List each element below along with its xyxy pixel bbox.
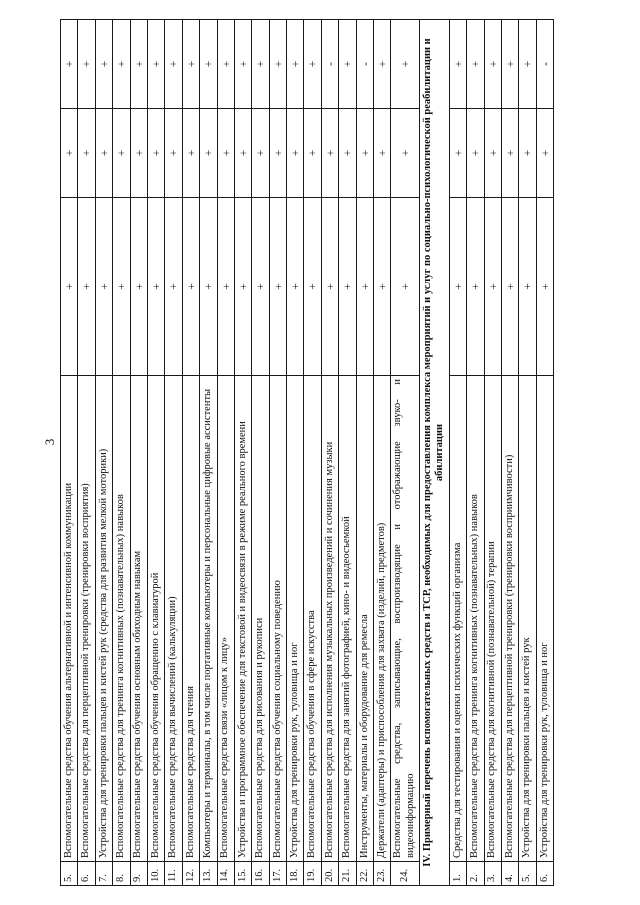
row-number: 8.: [113, 862, 130, 886]
table-row: [95, 20, 112, 886]
mark-col-1: +: [391, 198, 419, 376]
row-number: 11.: [165, 862, 182, 886]
row-name: Устройства для тренировки пальцев и кистей рук (средства для развития мелкой моторики): [95, 376, 112, 862]
row-name: Вспомогательные средства для вычислений (калькуляции): [165, 376, 182, 862]
row-number: 18.: [287, 862, 304, 886]
mark-col-1: +: [536, 198, 553, 376]
mark-col-2: +: [165, 109, 182, 198]
table-row: [287, 20, 304, 886]
mark-col-2: +: [449, 109, 466, 198]
row-name: Устройства и программное обеспечение для текстовой и видеосвязи в режиме реального времени: [234, 376, 251, 862]
mark-col-3: +: [449, 20, 466, 109]
table-row: [467, 20, 484, 886]
mark-col-2: +: [234, 109, 251, 198]
table-row: [113, 20, 130, 886]
table-row: [484, 20, 501, 886]
mark-col-3: +: [519, 20, 536, 109]
row-number: 20.: [321, 862, 338, 886]
row-number: 17.: [269, 862, 286, 886]
mark-col-1: +: [234, 198, 251, 376]
table-row: [234, 20, 251, 886]
row-number: 5.: [519, 862, 536, 886]
table-row: [200, 20, 217, 886]
mark-col-2: +: [182, 109, 199, 198]
row-number: 14.: [217, 862, 234, 886]
row-name: Инструменты, материалы и оборудование для ремесла: [356, 376, 373, 862]
mark-col-1: +: [252, 198, 269, 376]
rehab-equipment-table: [60, 19, 554, 886]
row-name: Вспомогательные средства обучения альтернативной и интенсивной коммуникации: [61, 376, 78, 862]
section-heading-row: [419, 20, 449, 886]
mark-col-2: +: [391, 109, 419, 198]
mark-col-3: +: [467, 20, 484, 109]
mark-col-3: +: [501, 20, 518, 109]
mark-col-3: +: [61, 20, 78, 109]
row-name: Вспомогательные средства обучения в сфере искусства: [304, 376, 321, 862]
row-number: 19.: [304, 862, 321, 886]
row-number: 9.: [130, 862, 147, 886]
mark-col-2: +: [536, 109, 553, 198]
table-row: [449, 20, 466, 886]
mark-col-3: +: [252, 20, 269, 109]
table-row: [304, 20, 321, 886]
mark-col-2: +: [95, 109, 112, 198]
mark-col-2: +: [61, 109, 78, 198]
table-row: [321, 20, 338, 886]
row-number: 16.: [252, 862, 269, 886]
table-row: [182, 20, 199, 886]
mark-col-1: +: [147, 198, 164, 376]
mark-col-2: +: [374, 109, 391, 198]
row-name: Вспомогательные средства для рисования и рукописи: [252, 376, 269, 862]
table-section: [419, 20, 449, 886]
mark-col-1: +: [130, 198, 147, 376]
mark-col-1: +: [321, 198, 338, 376]
row-name: Вспомогательные средства, записывающие, воспроизводящие и отображающие звуко- и видеоинформацию: [391, 376, 419, 862]
mark-col-3: +: [78, 20, 95, 109]
mark-col-3: +: [234, 20, 251, 109]
page-number: 3: [42, 438, 57, 446]
row-name: Компьютеры и терминалы, в том числе портативные компьютеры и персональные цифровые ассистенты: [200, 376, 217, 862]
row-name: Устройства для тренировки рук, туловища и ног: [287, 376, 304, 862]
table-row: [356, 20, 373, 886]
mark-col-2: +: [130, 109, 147, 198]
mark-col-2: +: [287, 109, 304, 198]
mark-col-3: -: [536, 20, 553, 109]
row-name: Средства для тестирования и оценки психических функций организма: [449, 376, 466, 862]
mark-col-3: +: [374, 20, 391, 109]
mark-col-2: +: [356, 109, 373, 198]
mark-col-2: +: [484, 109, 501, 198]
mark-col-3: +: [165, 20, 182, 109]
mark-col-3: +: [304, 20, 321, 109]
table-row: [536, 20, 553, 886]
table-row: [165, 20, 182, 886]
table-row: [391, 20, 419, 886]
row-name: Вспомогательные средства для тренинга когнитивных (познавательных) навыков: [467, 376, 484, 862]
rotated-table-container: [60, 20, 554, 886]
row-number: 7.: [95, 862, 112, 886]
mark-col-1: +: [78, 198, 95, 376]
row-name: Вспомогательные средства обучения социальному поведению: [269, 376, 286, 862]
mark-col-1: +: [217, 198, 234, 376]
table-row: [339, 20, 356, 886]
mark-col-2: +: [113, 109, 130, 198]
mark-col-2: +: [200, 109, 217, 198]
table-row: [61, 20, 78, 886]
row-number: 22.: [356, 862, 373, 886]
row-name: Вспомогательные средства связи «лицом к лицу»: [217, 376, 234, 862]
mark-col-3: +: [269, 20, 286, 109]
row-number: 12.: [182, 862, 199, 886]
row-number: 3.: [484, 862, 501, 886]
table-row: [519, 20, 536, 886]
mark-col-3: -: [356, 20, 373, 109]
mark-col-3: +: [484, 20, 501, 109]
section-heading: IV. Примерный перечень вспомогательных средств и ТСР, необходимых для предоставления комплекса мероприятий и услуг по социально-психологической реабилитации и абилитации: [419, 20, 449, 886]
row-number: 6.: [78, 862, 95, 886]
mark-col-1: +: [95, 198, 112, 376]
row-name: Устройства для тренировки рук, туловища и ног: [536, 376, 553, 862]
mark-col-1: +: [467, 198, 484, 376]
mark-col-1: +: [484, 198, 501, 376]
mark-col-3: +: [182, 20, 199, 109]
mark-col-1: +: [200, 198, 217, 376]
table-row: [147, 20, 164, 886]
mark-col-3: +: [287, 20, 304, 109]
mark-col-3: +: [217, 20, 234, 109]
mark-col-1: +: [374, 198, 391, 376]
mark-col-2: +: [519, 109, 536, 198]
mark-col-2: +: [269, 109, 286, 198]
mark-col-1: +: [269, 198, 286, 376]
row-name: Вспомогательные средства для чтения: [182, 376, 199, 862]
table-row: [217, 20, 234, 886]
row-number: 23.: [374, 862, 391, 886]
row-number: 13.: [200, 862, 217, 886]
mark-col-1: +: [165, 198, 182, 376]
mark-col-3: +: [130, 20, 147, 109]
row-name: Вспомогательные средства для занятий фотографией, кино- и видеосъемкой: [339, 376, 356, 862]
table-row: [78, 20, 95, 886]
mark-col-3: +: [95, 20, 112, 109]
mark-col-2: +: [467, 109, 484, 198]
mark-col-1: +: [339, 198, 356, 376]
mark-col-2: +: [147, 109, 164, 198]
table-body-part-2: [449, 20, 553, 886]
mark-col-1: +: [501, 198, 518, 376]
row-name: Вспомогательные средства для перцептивной тренировки (тренировки восприимчивости): [501, 376, 518, 862]
row-name: Вспомогательные средства для исполнения музыкальных произведений и сочинения музыки: [321, 376, 338, 862]
row-number: 4.: [501, 862, 518, 886]
row-number: 21.: [339, 862, 356, 886]
row-number: 15.: [234, 862, 251, 886]
table-row: [374, 20, 391, 886]
mark-col-2: +: [501, 109, 518, 198]
mark-col-2: +: [252, 109, 269, 198]
mark-col-1: +: [304, 198, 321, 376]
table-body-part-1: [61, 20, 420, 886]
mark-col-1: +: [61, 198, 78, 376]
row-name: Вспомогательные средства для перцептивной тренировки (тренировки восприятия): [78, 376, 95, 862]
table-row: [252, 20, 269, 886]
mark-col-3: +: [339, 20, 356, 109]
table-row: [130, 20, 147, 886]
mark-col-3: +: [113, 20, 130, 109]
mark-col-2: +: [339, 109, 356, 198]
mark-col-3: -: [321, 20, 338, 109]
row-number: 2.: [467, 862, 484, 886]
table-row: [501, 20, 518, 886]
mark-col-2: +: [78, 109, 95, 198]
row-number: 6.: [536, 862, 553, 886]
row-number: 10.: [147, 862, 164, 886]
row-name: Вспомогательные средства обучения основным обиходным навыкам: [130, 376, 147, 862]
row-name: Устройства для тренировки пальцев и кистей рук: [519, 376, 536, 862]
row-name: Держатели (адаптеры) и приспособления для захвата (изделий, предметов): [374, 376, 391, 862]
mark-col-1: +: [519, 198, 536, 376]
row-number: 5.: [61, 862, 78, 886]
row-name: Вспомогательные средства обучения обращению с клавиатурой: [147, 376, 164, 862]
mark-col-1: +: [356, 198, 373, 376]
mark-col-1: +: [449, 198, 466, 376]
mark-col-2: +: [321, 109, 338, 198]
row-number: 1.: [449, 862, 466, 886]
mark-col-1: +: [113, 198, 130, 376]
mark-col-2: +: [217, 109, 234, 198]
mark-col-3: +: [147, 20, 164, 109]
mark-col-1: +: [182, 198, 199, 376]
mark-col-1: +: [287, 198, 304, 376]
row-number: 24.: [391, 862, 419, 886]
row-name: Вспомогательные средства для когнитивной (познавательной) терапии: [484, 376, 501, 862]
mark-col-3: +: [200, 20, 217, 109]
row-name: Вспомогательные средства для тренинга когнитивных (познавательных) навыков: [113, 376, 130, 862]
mark-col-2: +: [304, 109, 321, 198]
mark-col-3: +: [391, 20, 419, 109]
table-row: [269, 20, 286, 886]
